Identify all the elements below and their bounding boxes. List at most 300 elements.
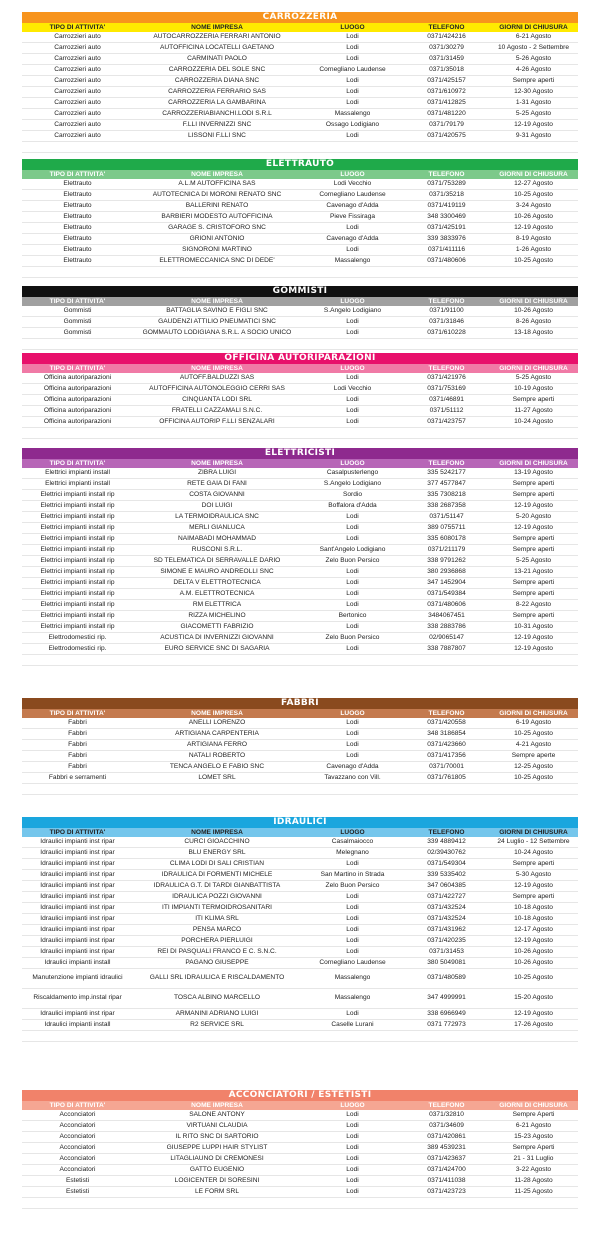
section-title: ACCONCIATORI / ESTETISTI bbox=[22, 1090, 578, 1101]
cell-giorni: 5-25 Agosto bbox=[515, 374, 552, 381]
column-header-row bbox=[22, 459, 578, 468]
cell-nome: IDRAULICA POZZI GIOVANNI bbox=[172, 893, 262, 900]
cell-giorni: Sempre aperti bbox=[512, 893, 555, 900]
table-row bbox=[22, 306, 578, 317]
cell-telefono: 335 5242177 bbox=[427, 469, 466, 476]
cell-giorni: 10-26 Agosto bbox=[514, 948, 553, 955]
cell-luogo: Cornegliano Laudense bbox=[319, 959, 386, 966]
spacer-row bbox=[22, 784, 578, 795]
cell-tipo: Elettrici impianti install rip bbox=[40, 568, 115, 575]
cell-tipo: Fabbri bbox=[68, 730, 87, 737]
cell-tipo: Acconciatori bbox=[59, 1133, 96, 1140]
cell-telefono: 0371/70001 bbox=[429, 763, 464, 770]
cell-telefono: 0371/32810 bbox=[429, 1111, 464, 1118]
cell-giorni: 10 Agosto - 2 Settembre bbox=[497, 44, 570, 51]
spacer-row bbox=[22, 655, 578, 666]
table-row bbox=[22, 600, 578, 611]
cell-telefono: 389 4539231 bbox=[427, 1144, 466, 1151]
column-header-tipo: TIPO DI ATTIVITA' bbox=[49, 710, 106, 717]
cell-telefono: 3484067451 bbox=[428, 612, 465, 619]
cell-nome: IDRAULICA DI FORMENTI MICHELE bbox=[161, 871, 273, 878]
table-row bbox=[22, 490, 578, 501]
cell-tipo: Officina autoriparazioni bbox=[43, 385, 112, 392]
cell-nome: ARMANINI ADRIANO LUIGI bbox=[175, 1010, 259, 1017]
cell-giorni: 4-26 Agosto bbox=[515, 66, 552, 73]
column-header-telefono: TELEFONO bbox=[428, 829, 465, 836]
cell-luogo: Lodi bbox=[346, 1122, 359, 1129]
cell-nome: FRATELLI CAZZAMALI S.N.C. bbox=[171, 407, 263, 414]
cell-tipo: Elettrici impianti install rip bbox=[40, 612, 115, 619]
cell-tipo: Idraulici impianti inst ripar bbox=[40, 838, 115, 845]
cell-tipo: Idraulici impianti inst ripar bbox=[40, 849, 115, 856]
cell-luogo: Lodi bbox=[346, 1111, 359, 1118]
cell-giorni: 3-22 Agosto bbox=[515, 1166, 552, 1173]
section-title: IDRAULICI bbox=[22, 817, 578, 828]
cell-nome: R2 SERVICE SRL bbox=[190, 1021, 244, 1028]
cell-telefono: 0371/411038 bbox=[427, 1177, 466, 1184]
cell-tipo: Carrozzieri auto bbox=[54, 55, 101, 62]
table-row bbox=[22, 762, 578, 773]
cell-telefono: 0371/549304 bbox=[427, 860, 466, 867]
cell-telefono: 377 4577847 bbox=[427, 480, 466, 487]
spacer-row bbox=[22, 1031, 578, 1042]
table-row bbox=[22, 131, 578, 142]
cell-giorni: 11-27 Agosto bbox=[514, 407, 553, 414]
table-row bbox=[22, 87, 578, 98]
column-header-nome: NOME IMPRESA bbox=[191, 365, 243, 372]
cell-tipo: Idraulici impianti inst ripar bbox=[40, 904, 115, 911]
cell-nome: AUTOCARROZZERIA FERRARI ANTONIO bbox=[153, 33, 281, 40]
cell-tipo: Elettrici impianti install bbox=[45, 480, 110, 487]
cell-nome: AUTOFFICINA LOCATELLI GAETANO bbox=[160, 44, 274, 51]
table-row bbox=[22, 1143, 578, 1154]
section-title: CARROZZERIA bbox=[22, 12, 578, 23]
cell-tipo: Carrozzieri auto bbox=[54, 66, 101, 73]
table-row bbox=[22, 417, 578, 428]
cell-telefono: 338 9791262 bbox=[427, 557, 466, 564]
cell-telefono: 0371/411116 bbox=[427, 246, 466, 253]
cell-nome: IDRAULICA G.T. DI TARDI GIANBATTISTA bbox=[153, 882, 281, 889]
cell-giorni: 1-26 Agosto bbox=[515, 246, 552, 253]
column-header-row bbox=[22, 364, 578, 373]
cell-nome: SD TELEMATICA DI SERRAVALLE DARIO bbox=[153, 557, 281, 564]
section-fabbri bbox=[22, 698, 578, 795]
cell-tipo: Elettrici impianti install rip bbox=[40, 623, 115, 630]
cell-telefono: 0371/420861 bbox=[427, 1133, 466, 1140]
column-header-nome: NOME IMPRESA bbox=[191, 460, 243, 467]
cell-nome: NATALI ROBERTO bbox=[188, 752, 246, 759]
cell-luogo: Lodi bbox=[346, 860, 359, 867]
cell-giorni: Sempre aperti bbox=[512, 396, 555, 403]
cell-giorni: 10-26 Agosto bbox=[514, 959, 553, 966]
column-header-luogo: LUOGO bbox=[340, 460, 365, 467]
cell-telefono: 0371/423660 bbox=[427, 741, 466, 748]
table-row bbox=[22, 190, 578, 201]
column-header-telefono: TELEFONO bbox=[428, 365, 465, 372]
table-row bbox=[22, 969, 578, 989]
cell-nome: BATTAGLIA SAVINO E FIGLI SNC bbox=[166, 307, 268, 314]
cell-telefono: 348 3300469 bbox=[427, 213, 466, 220]
cell-tipo: Elettrodomestici rip. bbox=[48, 645, 107, 652]
cell-luogo: Casalpusterlengo bbox=[326, 469, 379, 476]
cell-tipo: Idraulici impianti inst ripar bbox=[40, 1010, 115, 1017]
cell-tipo: Gommisti bbox=[63, 329, 92, 336]
cell-telefono: 02/9065147 bbox=[429, 634, 464, 641]
cell-tipo: Idraulici impianti inst ripar bbox=[40, 893, 115, 900]
cell-tipo: Fabbri bbox=[68, 719, 87, 726]
cell-telefono: 0371/420575 bbox=[427, 132, 466, 139]
cell-nome: OFFICINA AUTORIP F.LLI SENZALARI bbox=[159, 418, 275, 425]
cell-giorni: Sempre aperti bbox=[512, 535, 555, 542]
cell-telefono: 0371/753169 bbox=[427, 385, 466, 392]
cell-nome: AUTOTECNICA DI MORONI RENATO SNC bbox=[152, 191, 282, 198]
table-row bbox=[22, 556, 578, 567]
column-header-nome: NOME IMPRESA bbox=[191, 298, 243, 305]
cell-giorni: Sempre Aperti bbox=[512, 1111, 555, 1118]
column-header-nome: NOME IMPRESA bbox=[191, 829, 243, 836]
table-row bbox=[22, 98, 578, 109]
cell-giorni: 12-19 Agosto bbox=[514, 224, 553, 231]
column-header-row bbox=[22, 1101, 578, 1110]
cell-giorni: 10-19 Agosto bbox=[514, 385, 553, 392]
table-row bbox=[22, 892, 578, 903]
cell-luogo: Massalengo bbox=[334, 994, 371, 1002]
table-row bbox=[22, 1154, 578, 1165]
cell-tipo: Gommisti bbox=[63, 318, 92, 325]
cell-tipo: Officina autoriparazioni bbox=[43, 374, 112, 381]
cell-giorni: 12-19 Agosto bbox=[514, 634, 553, 641]
cell-tipo: Carrozzieri auto bbox=[54, 99, 101, 106]
cell-telefono: 0371/423757 bbox=[427, 418, 466, 425]
cell-giorni: 12-19 Agosto bbox=[514, 121, 553, 128]
cell-telefono: 02/39430762 bbox=[427, 849, 466, 856]
column-header-tipo: TIPO DI ATTIVITA' bbox=[49, 460, 106, 467]
cell-nome: GIACOMETTI FABRIZIO bbox=[180, 623, 254, 630]
cell-nome: PORCHERA PIERLUIGI bbox=[181, 937, 253, 944]
cell-tipo: Fabbri bbox=[68, 763, 87, 770]
cell-telefono: 0371/79179 bbox=[429, 121, 464, 128]
cell-tipo: Fabbri bbox=[68, 752, 87, 759]
section-carrozzeria bbox=[22, 12, 578, 153]
cell-nome: LA TERMOIDRAULICA SNC bbox=[175, 513, 259, 520]
table-row bbox=[22, 567, 578, 578]
table-row bbox=[22, 373, 578, 384]
cell-nome: BARBIERI MODESTO AUTOFFICINA bbox=[161, 213, 273, 220]
table-row bbox=[22, 179, 578, 190]
column-header-row bbox=[22, 297, 578, 306]
cell-tipo: Acconciatori bbox=[59, 1122, 96, 1129]
cell-nome: SIMONE E MAURO ANDREOLLI SNC bbox=[160, 568, 274, 575]
cell-tipo: Carrozzieri auto bbox=[54, 88, 101, 95]
cell-giorni: 13-18 Agosto bbox=[514, 329, 553, 336]
table-row bbox=[22, 936, 578, 947]
cell-telefono: 389 0755711 bbox=[427, 524, 466, 531]
cell-luogo: Zelo Buon Persico bbox=[325, 634, 380, 641]
section-idraulici bbox=[22, 817, 578, 1042]
column-header-row bbox=[22, 23, 578, 32]
table-row bbox=[22, 1121, 578, 1132]
cell-tipo: Estetisti bbox=[65, 1188, 90, 1195]
cell-giorni: 10-31 Agosto bbox=[514, 623, 553, 630]
cell-telefono: 348 3186854 bbox=[427, 730, 466, 737]
cell-nome: IL RITO SNC DI SARTORIO bbox=[175, 1133, 259, 1140]
cell-nome: ACUSTICA DI INVERNIZZI GIOVANNI bbox=[160, 634, 274, 641]
cell-giorni: 8-19 Agosto bbox=[515, 235, 552, 242]
cell-luogo: Lodi bbox=[346, 77, 359, 84]
cell-telefono: 0371/422727 bbox=[427, 893, 466, 900]
cell-giorni: 6-19 Agosto bbox=[515, 719, 552, 726]
table-row bbox=[22, 989, 578, 1009]
cell-nome: CURCI GIOACCHINO bbox=[184, 838, 250, 845]
cell-luogo: Cavenago d'Adda bbox=[326, 763, 379, 770]
cell-nome: AUTOFFICINA AUTONOLEGGIO CERRI SAS bbox=[149, 385, 285, 392]
cell-telefono: 0371/421976 bbox=[427, 374, 466, 381]
column-header-tipo: TIPO DI ATTIVITA' bbox=[49, 1102, 106, 1109]
cell-nome: ITI KLIMA SRL bbox=[195, 915, 239, 922]
cell-tipo: Fabbri bbox=[68, 741, 87, 748]
cell-luogo: Lodi bbox=[346, 524, 359, 531]
cell-tipo: Fabbri e serramenti bbox=[48, 774, 107, 781]
cell-luogo: Zelo Buon Persico bbox=[325, 882, 380, 889]
table-row bbox=[22, 773, 578, 784]
cell-tipo: Carrozzieri auto bbox=[54, 132, 101, 139]
cell-luogo: Casalmaiocco bbox=[331, 838, 374, 845]
cell-tipo: Idraulici impianti inst ripar bbox=[40, 860, 115, 867]
cell-luogo: Lodi bbox=[346, 741, 359, 748]
table-row bbox=[22, 859, 578, 870]
table-row bbox=[22, 212, 578, 223]
column-header-luogo: LUOGO bbox=[340, 710, 365, 717]
cell-giorni: 12-19 Agosto bbox=[514, 937, 553, 944]
section-elettricisti bbox=[22, 448, 578, 666]
cell-luogo: Lodi bbox=[346, 893, 359, 900]
table-row bbox=[22, 925, 578, 936]
cell-telefono: 338 7887807 bbox=[427, 645, 466, 652]
cell-telefono: 339 4889412 bbox=[427, 838, 466, 845]
cell-nome: GAUDENZI ATTILIO PNEUMATICI SNC bbox=[158, 318, 276, 325]
cell-luogo: San Martino in Strada bbox=[320, 871, 385, 878]
cell-tipo: Elettrauto bbox=[63, 246, 92, 253]
column-header-luogo: LUOGO bbox=[340, 1102, 365, 1109]
cell-nome: A.L.M AUTOFFICINA SAS bbox=[178, 180, 256, 187]
table-row bbox=[22, 881, 578, 892]
table-row bbox=[22, 870, 578, 881]
cell-telefono: 0371/31459 bbox=[429, 55, 464, 62]
cell-giorni: 10-26 Agosto bbox=[514, 307, 553, 314]
cell-nome: RM ELETTRICA bbox=[192, 601, 242, 608]
cell-luogo: Lodi bbox=[346, 915, 359, 922]
cell-tipo: Acconciatori bbox=[59, 1111, 96, 1118]
cell-luogo: Lodi bbox=[346, 513, 359, 520]
table-row bbox=[22, 751, 578, 762]
cell-giorni: 9-31 Agosto bbox=[515, 132, 552, 139]
cell-luogo: Lodi bbox=[346, 730, 359, 737]
cell-giorni: 12-30 Agosto bbox=[514, 88, 553, 95]
cell-tipo: Elettrauto bbox=[63, 202, 92, 209]
cell-giorni: 10-24 Agosto bbox=[514, 849, 553, 856]
section-elettrauto bbox=[22, 159, 578, 278]
table-row bbox=[22, 1132, 578, 1143]
table-row bbox=[22, 1187, 578, 1198]
table-row bbox=[22, 534, 578, 545]
cell-giorni: Sempre aperti bbox=[512, 590, 555, 597]
cell-giorni: 5-26 Agosto bbox=[515, 55, 552, 62]
cell-telefono: 0371/91100 bbox=[429, 307, 464, 314]
table-row bbox=[22, 109, 578, 120]
section-title: FABBRI bbox=[22, 698, 578, 709]
cell-giorni: Sempre aperti bbox=[512, 480, 555, 487]
section-gommisti bbox=[22, 286, 578, 350]
cell-luogo: Cavenago d'Adda bbox=[326, 202, 379, 209]
cell-luogo: S.Angelo Lodigiano bbox=[323, 480, 382, 487]
cell-telefono: 380 2936868 bbox=[427, 568, 466, 575]
cell-tipo: Riscaldamento imp.instal ripar bbox=[33, 994, 122, 1002]
cell-tipo: Elettrici impianti install rip bbox=[40, 535, 115, 542]
cell-luogo: Massalengo bbox=[334, 974, 371, 982]
cell-luogo: Cornegliano Laudense bbox=[319, 191, 386, 198]
column-header-nome: NOME IMPRESA bbox=[191, 1102, 243, 1109]
cell-telefono: 0371/419119 bbox=[427, 202, 466, 209]
table-row bbox=[22, 1020, 578, 1031]
cell-giorni: 11-25 Agosto bbox=[514, 1188, 553, 1195]
table-row bbox=[22, 256, 578, 267]
cell-giorni: Sempre aperti bbox=[512, 77, 555, 84]
cell-giorni: 10-25 Agosto bbox=[514, 974, 553, 982]
cell-nome: EURO SERVICE SNC DI SAGARIA bbox=[164, 645, 270, 652]
column-header-row bbox=[22, 170, 578, 179]
cell-giorni: 3-24 Agosto bbox=[515, 202, 552, 209]
table-row bbox=[22, 245, 578, 256]
table-row bbox=[22, 1110, 578, 1121]
table-row bbox=[22, 611, 578, 622]
table-row bbox=[22, 589, 578, 600]
cell-telefono: 347 1452904 bbox=[427, 579, 466, 586]
cell-luogo: Lodi bbox=[346, 1133, 359, 1140]
cell-nome: CARROZZERIABIANCHI.LODI S.R.L bbox=[162, 110, 272, 117]
cell-nome: SIGNORONI MARTINO bbox=[182, 246, 252, 253]
cell-giorni: 12-19 Agosto bbox=[514, 645, 553, 652]
cell-nome: LE FORM SRL bbox=[195, 1188, 239, 1195]
cell-nome: CLIMA LODI DI SALI CRISTIAN bbox=[169, 860, 265, 867]
table-row bbox=[22, 201, 578, 212]
column-header-telefono: TELEFONO bbox=[428, 460, 465, 467]
cell-luogo: Lodi bbox=[346, 926, 359, 933]
cell-giorni: 10-25 Agosto bbox=[514, 191, 553, 198]
cell-telefono: 0371/480606 bbox=[427, 601, 466, 608]
cell-nome: ARTIGIANA FERRO bbox=[187, 741, 247, 748]
cell-tipo: Elettrici impianti install rip bbox=[40, 590, 115, 597]
table-row bbox=[22, 65, 578, 76]
cell-tipo: Idraulici impianti inst ripar bbox=[40, 937, 115, 944]
column-header-telefono: TELEFONO bbox=[428, 710, 465, 717]
cell-luogo: Lodi bbox=[346, 1144, 359, 1151]
cell-telefono: 380 5049081 bbox=[427, 959, 466, 966]
cell-giorni: 10-25 Agosto bbox=[514, 774, 553, 781]
cell-tipo: Idraulici impianti inst ripar bbox=[40, 882, 115, 889]
cell-luogo: Lodi bbox=[346, 568, 359, 575]
table-row bbox=[22, 468, 578, 479]
cell-luogo: Lodi bbox=[346, 246, 359, 253]
cell-tipo: Officina autoriparazioni bbox=[43, 396, 112, 403]
table-row bbox=[22, 234, 578, 245]
cell-luogo: Cornegliano Laudense bbox=[319, 66, 386, 73]
cell-telefono: 0371/431962 bbox=[427, 926, 466, 933]
column-header-nome: NOME IMPRESA bbox=[191, 171, 243, 178]
table-row bbox=[22, 718, 578, 729]
cell-nome: VIRTUANI CLAUDIA bbox=[186, 1122, 248, 1129]
table-row bbox=[22, 76, 578, 87]
cell-telefono: 0371/412825 bbox=[427, 99, 466, 106]
cell-telefono: 339 3833976 bbox=[427, 235, 466, 242]
column-header-giorni: GIORNI DI CHIUSURA bbox=[499, 1102, 568, 1109]
cell-luogo: Lodi bbox=[346, 33, 359, 40]
cell-tipo: Acconciatori bbox=[59, 1144, 96, 1151]
cell-telefono: 0371 772973 bbox=[427, 1021, 466, 1028]
cell-telefono: 0371/31453 bbox=[429, 948, 464, 955]
cell-nome: CARROZZERIA FERRARIO SAS bbox=[168, 88, 266, 95]
cell-tipo: Idraulici impianti install bbox=[44, 1021, 111, 1028]
cell-tipo: Officina autoriparazioni bbox=[43, 418, 112, 425]
column-header-luogo: LUOGO bbox=[340, 829, 365, 836]
table-row bbox=[22, 54, 578, 65]
column-header-giorni: GIORNI DI CHIUSURA bbox=[499, 365, 568, 372]
cell-luogo: Lodi bbox=[346, 99, 359, 106]
cell-luogo: Lodi bbox=[346, 937, 359, 944]
column-header-giorni: GIORNI DI CHIUSURA bbox=[499, 171, 568, 178]
cell-tipo: Carrozzieri auto bbox=[54, 44, 101, 51]
cell-nome: RETE GAIA DI FANI bbox=[187, 480, 247, 487]
table-row bbox=[22, 729, 578, 740]
cell-nome: ZIBRA LUIGI bbox=[197, 469, 237, 476]
cell-giorni: 10-24 Agosto bbox=[514, 418, 553, 425]
cell-nome: SALONE ANTONY bbox=[189, 1111, 245, 1118]
cell-luogo: Lodi bbox=[346, 1155, 359, 1162]
cell-luogo: Lodi bbox=[346, 55, 359, 62]
cell-telefono: 0371/425157 bbox=[427, 77, 466, 84]
cell-luogo: Boffalora d'Adda bbox=[328, 502, 377, 509]
cell-nome: CINQUANTA LODI SRL bbox=[182, 396, 252, 403]
cell-nome: A.M. ELETTROTECNICA bbox=[179, 590, 255, 597]
cell-giorni: 10-26 Agosto bbox=[514, 213, 553, 220]
table-row bbox=[22, 740, 578, 751]
cell-luogo: Lodi bbox=[346, 719, 359, 726]
cell-nome: PENSA MARCO bbox=[192, 926, 242, 933]
cell-nome: GIUSEPPE LUPPI HAIR STYLIST bbox=[166, 1144, 268, 1151]
cell-giorni: 13-21 Agosto bbox=[514, 568, 553, 575]
table-row bbox=[22, 406, 578, 417]
cell-tipo: Idraulici impianti inst ripar bbox=[40, 948, 115, 955]
cell-telefono: 0371/432524 bbox=[427, 904, 466, 911]
cell-giorni: 4-21 Agosto bbox=[515, 741, 552, 748]
table-row bbox=[22, 501, 578, 512]
cell-tipo: Elettrici impianti install rip bbox=[40, 491, 115, 498]
cell-giorni: 17-26 Agosto bbox=[514, 1021, 553, 1028]
cell-luogo: Lodi bbox=[346, 374, 359, 381]
cell-luogo: Melegnano bbox=[336, 849, 369, 856]
cell-nome: BLU ENERGY SRL bbox=[188, 849, 246, 856]
section-title: ELETTRICISTI bbox=[22, 448, 578, 459]
table-row bbox=[22, 848, 578, 859]
cell-giorni: Sempre aperti bbox=[512, 860, 555, 867]
cell-telefono: 339 5335402 bbox=[427, 871, 466, 878]
cell-luogo: Tavazzano con Vill. bbox=[324, 774, 381, 781]
cell-nome: TENCA ANGELO E FABIO SNC bbox=[169, 763, 265, 770]
cell-giorni: Sempre aperti bbox=[512, 579, 555, 586]
table-row bbox=[22, 1009, 578, 1020]
cell-giorni: 12-19 Agosto bbox=[514, 1010, 553, 1017]
cell-telefono: 0371/51112 bbox=[429, 407, 464, 414]
cell-luogo: Bertonico bbox=[338, 612, 367, 619]
